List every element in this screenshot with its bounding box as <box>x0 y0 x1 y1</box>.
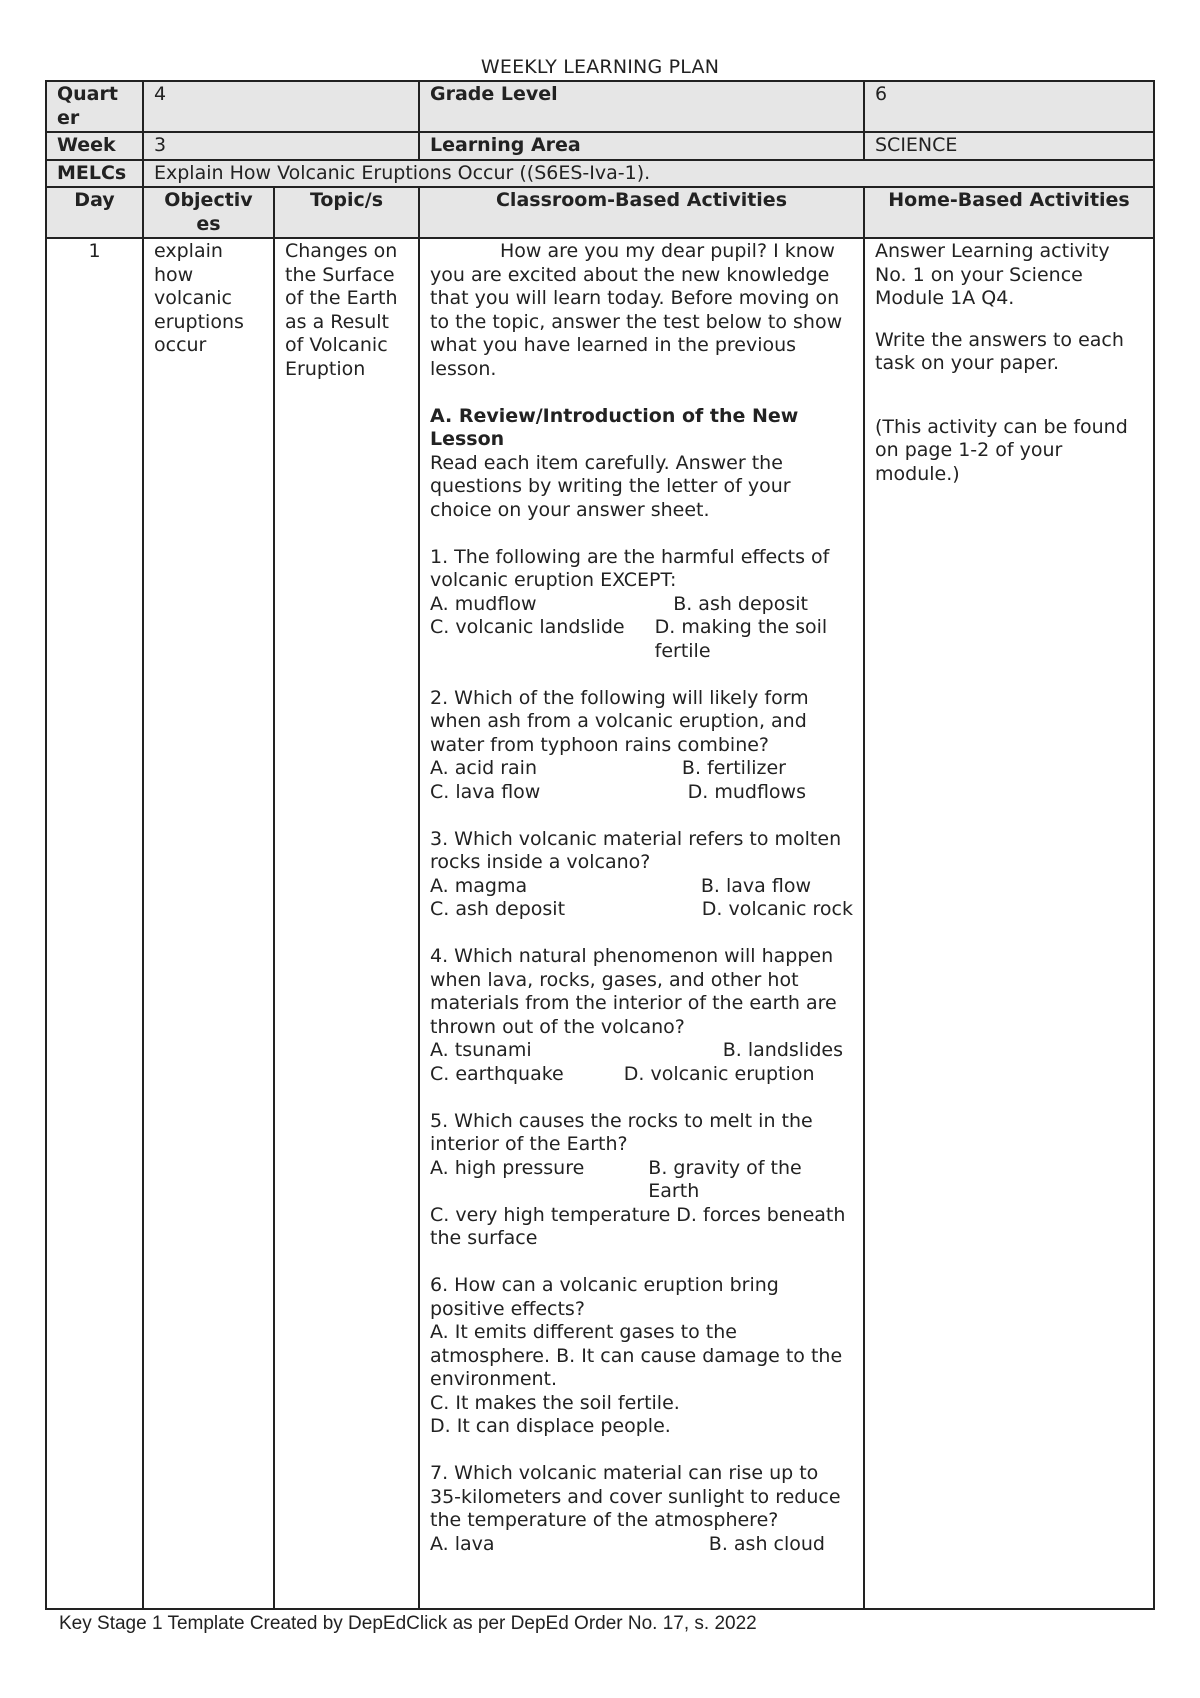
option-b: B. ash deposit <box>673 592 808 615</box>
option-c: C. It makes the soil fertile. <box>430 1391 680 1414</box>
question-text: 3. Which volcanic material refers to molten rocks inside a volcano? <box>430 827 842 873</box>
melcs-label: MELCs <box>46 160 143 188</box>
option-d: D. volcanic rock <box>701 898 853 920</box>
col-home-header: Home-Based Activities <box>864 187 1154 238</box>
question-5 <box>430 1110 853 1251</box>
option-a-b: A. It emits different gases to the atmosphere. B. It can cause damage to the environment. <box>430 1321 843 1390</box>
question-1 <box>430 546 853 664</box>
topic-cell: Changes on the Surface of the Earth as a Result of Volcanic Eruption <box>274 238 419 1609</box>
col-day-header: Day <box>46 187 143 238</box>
quarter-value: 4 <box>143 81 419 132</box>
question-2 <box>430 687 853 805</box>
question-text: 4. Which natural phenomenon will happen when lava, rocks, gases, and other hot materials from the interior of the earth are thrown out of the volcano? <box>430 945 837 1038</box>
option-b: B. lava flow <box>700 874 811 897</box>
question-3 <box>430 828 853 922</box>
melcs-value: Explain How Volcanic Eruptions Occur ((S6ES-Iva-1). <box>143 160 1154 188</box>
option-d: D. It can displace people. <box>430 1415 671 1437</box>
week-label: Week <box>46 132 143 160</box>
question-7 <box>430 1462 853 1556</box>
col-objectives-header: Objectiv es <box>143 187 274 238</box>
instructions-text: Read each item carefully. Answer the questions by writing the letter of your choice on your answer sheet. <box>430 451 791 521</box>
option-a: A. mudflow <box>430 592 537 615</box>
option-c: C. ash deposit <box>430 898 566 920</box>
option-a: A. tsunami <box>430 1039 532 1061</box>
question-4 <box>430 945 853 1086</box>
option-b: B. gravity of the Earth <box>648 1156 802 1202</box>
learning-plan-table <box>45 80 1155 1610</box>
home-activity-text: Answer Learning activity No. 1 on your Science Module 1A Q4. <box>875 240 1110 309</box>
document-title: WEEKLY LEARNING PLAN <box>480 56 720 78</box>
option-a: A. lava <box>430 1532 495 1555</box>
question-text: 7. Which volcanic material can rise up to 35-kilometers and cover sunlight to reduce the temperature of the atmosphere? <box>430 1462 841 1531</box>
week-value: 3 <box>143 132 419 160</box>
question-6 <box>430 1274 853 1439</box>
question-text: 2. Which of the following will likely form when ash from a volcanic eruption, and water from typhoon rains combine? <box>430 686 809 756</box>
learning-area-label: Learning Area <box>419 132 864 160</box>
question-text: 5. Which causes the rocks to melt in the interior of the Earth? <box>430 1109 813 1155</box>
column-header-row <box>46 187 1154 238</box>
option-a: A. high pressure <box>430 1156 585 1179</box>
home-activities-cell <box>864 238 1154 1609</box>
grade-level-value: 6 <box>864 81 1154 132</box>
option-d: D. volcanic eruption <box>623 1062 815 1085</box>
option-d: D. mudflows <box>687 780 806 803</box>
col-topics-header: Topic/s <box>274 187 419 238</box>
section-heading: A. Review/Introduction of the New Lesson <box>430 404 799 450</box>
home-activity-text: Write the answers to each task on your paper. <box>875 328 1124 374</box>
week-row <box>46 132 1154 160</box>
option-b: B. ash cloud <box>708 1532 825 1555</box>
option-b: B. fertilizer <box>681 757 786 779</box>
question-text: 6. How can a volcanic eruption bring positive effects? <box>430 1274 779 1320</box>
objective-cell: explain how volcanic eruptions occur <box>143 238 274 1609</box>
day-1-row <box>46 238 1154 1609</box>
option-c: C. lava flow <box>430 780 541 803</box>
option-a: A. acid rain <box>430 757 537 779</box>
melcs-row <box>46 160 1154 188</box>
footer-note: Key Stage 1 Template Created by DepEdClick as per DepEd Order No. 17, s. 2022 <box>59 1613 757 1634</box>
intro-text: How are you my dear pupil? I know you are excited about the new knowledge that you will learn today. Before moving on to the topic, answer the test below to show what you have learned in the previous lesson. <box>430 240 843 380</box>
question-text: 1. The following are the harmful effects of volcanic eruption EXCEPT: <box>430 545 830 591</box>
classroom-activities-cell <box>419 238 864 1609</box>
option-a: A. magma <box>430 874 528 897</box>
option-b: B. landslides <box>722 1039 843 1061</box>
quarter-row <box>46 81 1154 132</box>
option-d: D. making the soil fertile <box>654 616 828 662</box>
home-activity-text: (This activity can be found on page 1-2 of your module.) <box>875 415 1128 485</box>
col-classroom-header: Classroom-Based Activities <box>419 187 864 238</box>
option-c-d: C. very high temperature D. forces beneath the surface <box>430 1203 846 1249</box>
quarter-label: Quart er <box>46 81 143 132</box>
day-cell: 1 <box>46 238 143 1609</box>
learning-area-value: SCIENCE <box>864 132 1154 160</box>
option-c: C. volcanic landslide <box>430 616 625 638</box>
option-c: C. earthquake <box>430 1062 564 1085</box>
grade-level-label: Grade Level <box>419 81 864 132</box>
